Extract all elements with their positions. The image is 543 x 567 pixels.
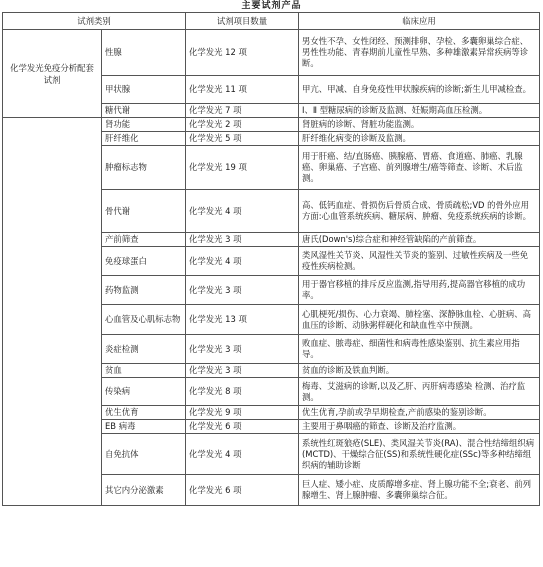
clinical-application-cell: 巨人症、矮小症、皮质醇增多症、肾上腺功能不全;衰老、前列腺增生、肾上腺肿瘤、多囊卵巢综合征。 bbox=[299, 475, 540, 506]
page-title: 主要试剂产品 bbox=[241, 1, 302, 11]
table-body bbox=[3, 30, 540, 506]
clinical-application-cell: 系统性红斑狼疮(SLE)、类风湿关节炎(RA)、混合性结缔组织病(MCTD)、干燥综合征(SS)和系统性硬化症(SSc)等多种结缔组织病的辅助诊断 bbox=[299, 434, 540, 475]
item-count-cell: 化学发光 4 项 bbox=[186, 190, 299, 233]
subcategory-cell: 自免抗体 bbox=[102, 434, 186, 475]
subcategory-cell: 产前筛查 bbox=[102, 233, 186, 247]
header-category: 试剂类别 bbox=[3, 13, 186, 30]
item-count-cell: 化学发光 5 项 bbox=[186, 132, 299, 146]
clinical-application-cell: 贫血的诊断及铁血判断。 bbox=[299, 364, 540, 378]
clinical-application-cell: 用于肝癌、结/直肠癌、胰腺癌、胃癌、食道癌、肺癌、乳腺癌、卵巢癌、子宫癌、前列腺增生/癌等筛查、诊断、术后监测。 bbox=[299, 146, 540, 190]
subcategory-cell: 药物监测 bbox=[102, 276, 186, 305]
item-count-cell: 化学发光 11 项 bbox=[186, 76, 299, 104]
clinical-application-cell: 唐氏(Down's)综合症和神经管缺陷的产前筛查。 bbox=[299, 233, 540, 247]
subcategory-cell: 肝纤维化 bbox=[102, 132, 186, 146]
subcategory-cell: 性腺 bbox=[102, 30, 186, 76]
subcategory-cell: EB 病毒 bbox=[102, 420, 186, 434]
clinical-application-cell: Ⅰ、Ⅱ 型糖尿病的诊断及监测、妊娠期高血压检测。 bbox=[299, 104, 540, 118]
clinical-application-cell: 用于器官移植的排斥反应监测,指导用药,提高器官移植的成功率。 bbox=[299, 276, 540, 305]
item-count-cell: 化学发光 3 项 bbox=[186, 364, 299, 378]
item-count-cell: 化学发光 13 项 bbox=[186, 305, 299, 335]
subcategory-cell: 肿瘤标志物 bbox=[102, 146, 186, 190]
item-count-cell: 化学发光 7 项 bbox=[186, 104, 299, 118]
clinical-application-cell: 心肌梗死/损伤、心力衰竭、肺栓塞、深静脉血栓、心脏病、高血压的诊断、动脉粥样硬化和缺血性卒中预测。 bbox=[299, 305, 540, 335]
clinical-application-cell: 甲亢、甲减、自身免疫性甲状腺疾病的诊断;新生儿甲减检查。 bbox=[299, 76, 540, 104]
subcategory-cell: 甲状腺 bbox=[102, 76, 186, 104]
clinical-application-cell: 高、低钙血症、骨损伤后骨质合成、骨质疏松;VD 的骨外应用方面:心血管系统疾病、糖尿病、肿瘤、免疫系统疾病的诊断。 bbox=[299, 190, 540, 233]
subcategory-cell: 肾功能 bbox=[102, 118, 186, 132]
table-row bbox=[3, 118, 540, 132]
item-count-cell: 化学发光 3 项 bbox=[186, 276, 299, 305]
category-cell: 化学发光免疫分析配套试剂 bbox=[3, 30, 102, 118]
item-count-cell: 化学发光 2 项 bbox=[186, 118, 299, 132]
clinical-application-cell: 梅毒、艾滋病的诊断,以及乙肝、丙肝病毒感染 检测、治疗监测。 bbox=[299, 378, 540, 406]
subcategory-cell: 贫血 bbox=[102, 364, 186, 378]
clinical-application-cell: 优生优育,孕前或孕早期检查,产前感染的鉴别诊断。 bbox=[299, 406, 540, 420]
subcategory-cell: 免疫球蛋白 bbox=[102, 247, 186, 276]
clinical-application-cell: 败血症、脓毒症、细菌性和病毒性感染鉴别、抗生素应用指导。 bbox=[299, 335, 540, 364]
subcategory-cell: 糖代谢 bbox=[102, 104, 186, 118]
item-count-cell: 化学发光 3 项 bbox=[186, 233, 299, 247]
item-count-cell: 化学发光 4 项 bbox=[186, 247, 299, 276]
clinical-application-cell: 主要用于鼻咽癌的筛查、诊断及治疗监测。 bbox=[299, 420, 540, 434]
clinical-application-cell: 肝纤维化病变的诊断及监测。 bbox=[299, 132, 540, 146]
subcategory-cell: 骨代谢 bbox=[102, 190, 186, 233]
item-count-cell: 化学发光 12 项 bbox=[186, 30, 299, 76]
subcategory-cell: 优生优育 bbox=[102, 406, 186, 420]
subcategory-cell: 炎症检测 bbox=[102, 335, 186, 364]
subcategory-cell: 其它内分泌激素 bbox=[102, 475, 186, 506]
item-count-cell: 化学发光 6 项 bbox=[186, 475, 299, 506]
clinical-application-cell: 肾脏病的诊断、肾脏功能监测。 bbox=[299, 118, 540, 132]
header-clinical-application: 临床应用 bbox=[299, 13, 540, 30]
item-count-cell: 化学发光 4 项 bbox=[186, 434, 299, 475]
clinical-application-cell: 男女性不孕、女性闭经、预测排卵、孕检、多囊卵巢综合症、男性性功能、青春期前儿童性早熟、多种雄激素异常疾病等诊断。 bbox=[299, 30, 540, 76]
table-header-row bbox=[3, 13, 540, 30]
table-row bbox=[3, 30, 540, 76]
item-count-cell: 化学发光 8 项 bbox=[186, 378, 299, 406]
item-count-cell: 化学发光 6 项 bbox=[186, 420, 299, 434]
item-count-cell: 化学发光 19 项 bbox=[186, 146, 299, 190]
product-table bbox=[2, 12, 540, 506]
clinical-application-cell: 类风湿性关节炎、风湿性关节炎的鉴别、过敏性疾病及一些免疫性疾病检测。 bbox=[299, 247, 540, 276]
item-count-cell: 化学发光 9 项 bbox=[186, 406, 299, 420]
header-item-count: 试剂项目数量 bbox=[186, 13, 299, 30]
category-cell bbox=[3, 118, 102, 506]
subcategory-cell: 心血管及心肌标志物 bbox=[102, 305, 186, 335]
subcategory-cell: 传染病 bbox=[102, 378, 186, 406]
item-count-cell: 化学发光 3 项 bbox=[186, 335, 299, 364]
